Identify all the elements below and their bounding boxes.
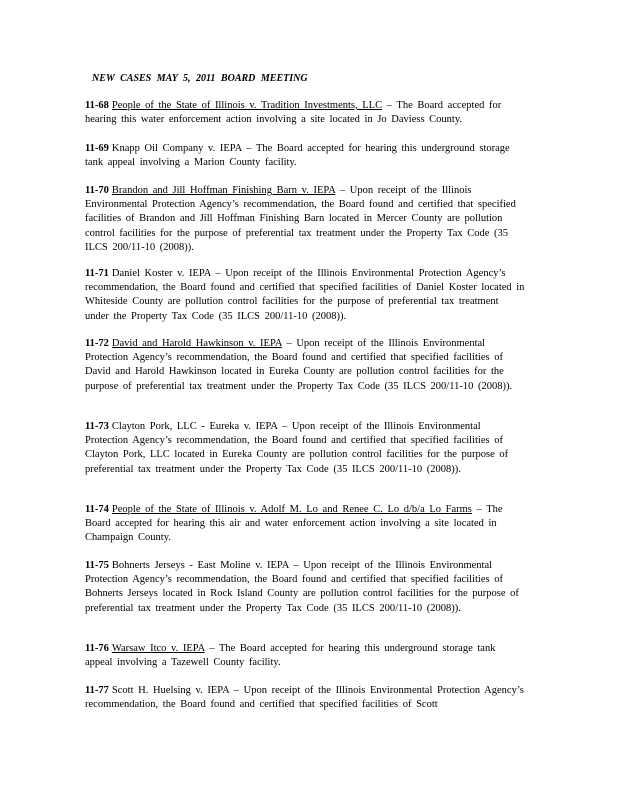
case-entry [85, 503, 525, 546]
case-text: – The Board accepted for hearing this underground storage tank appeal involving a Tazewell County facility. [85, 643, 496, 669]
case-text: Scott H. Huelsing v. IEPA – Upon receipt of the Illinois Environmental Protection Agency’s recommendation, the Board found and certified that specified facilities of Scott [85, 685, 524, 711]
case-number: 11-74 [85, 504, 109, 515]
case-text: – Upon receipt of the Illinois Environmental Protection Agency’s recommendation, the Board found and certified that specified facilities of David and Harold Hawkinson located in Eureka County are pollution control facilities for the purpose of preferential tax treatment under the Property Tax Code (35 ILCS 200/11-10 (2008)). [85, 338, 513, 392]
page-heading: NEW CASES MAY 5, 2011 BOARD MEETING [92, 73, 308, 84]
case-entry [85, 99, 525, 127]
case-entry [85, 559, 525, 616]
case-entry [85, 642, 525, 670]
case-text: Daniel Koster v. IEPA – Upon receipt of the Illinois Environmental Protection Agency’s recommendation, the Board found and certified that specified facilities of Daniel Koster located in Whiteside County are pollution control facilities for the purpose of preferential tax treatment under the Property Tax Code (35 ILCS 200/11-10 (2008)). [85, 268, 525, 322]
case-text: – The Board accepted for hearing this water enforcement action involving a site located in Jo Daviess County. [85, 100, 502, 126]
case-number: 11-77 [85, 685, 109, 696]
case-entry [85, 142, 525, 170]
case-caption: People of the State of Illinois v. Adolf M. Lo and Renee C. Lo d/b/a Lo Farms [111, 504, 472, 515]
case-text: – Upon receipt of the Illinois Environmental Protection Agency’s recommendation, the Board found and certified that specified facilities of Brandon and Jill Hoffman Finishing Barn located in Mercer County are pollution control facilities for the purpose of preferential tax treatment under the Property Tax Code (35 ILCS 200/11-10 (2008)). [85, 185, 516, 253]
case-entry [85, 684, 525, 712]
case-number: 11-73 [85, 421, 109, 432]
case-number: 11-70 [85, 185, 109, 196]
case-number: 11-75 [85, 560, 109, 571]
case-entry [85, 337, 525, 394]
case-number: 11-72 [85, 338, 109, 349]
case-caption: People of the State of Illinois v. Tradition Investments, LLC [111, 100, 383, 111]
case-number: 11-69 [85, 143, 109, 154]
case-text: Bohnerts Jerseys - East Moline v. IEPA – Upon receipt of the Illinois Environmental Protection Agency’s recommendation, the Board found and certified that specified facilities of Bohnerts Jerseys located in Rock Island County are pollution control facilities for the purpose of preferential tax treatment under the Property Tax Code (35 ILCS 200/11-10 (2008)). [85, 560, 519, 614]
case-text: Knapp Oil Company v. IEPA – The Board accepted for hearing this underground storage tank appeal involving a Marion County facility. [85, 143, 510, 169]
case-entry [85, 184, 525, 255]
case-entry [85, 420, 525, 477]
case-number: 11-76 [85, 643, 109, 654]
case-caption: Warsaw Itco v. IEPA [111, 643, 205, 654]
case-number: 11-71 [85, 268, 109, 279]
case-text: Clayton Pork, LLC - Eureka v. IEPA – Upon receipt of the Illinois Environmental Protection Agency’s recommendation, the Board found and certified that specified facilities of Clayton Pork, LLC located in Eureka County are pollution control facilities for the purpose of preferential tax treatment under the Property Tax Code (35 ILCS 200/11-10 (2008)). [85, 421, 509, 475]
case-number: 11-68 [85, 100, 109, 111]
case-text: – The Board accepted for hearing this air and water enforcement action involving a site located in Champaign County. [85, 504, 503, 544]
case-entry [85, 267, 525, 324]
case-caption: David and Harold Hawkinson v. IEPA [111, 338, 282, 349]
case-caption: Brandon and Jill Hoffman Finishing Barn v. IEPA [111, 185, 336, 196]
